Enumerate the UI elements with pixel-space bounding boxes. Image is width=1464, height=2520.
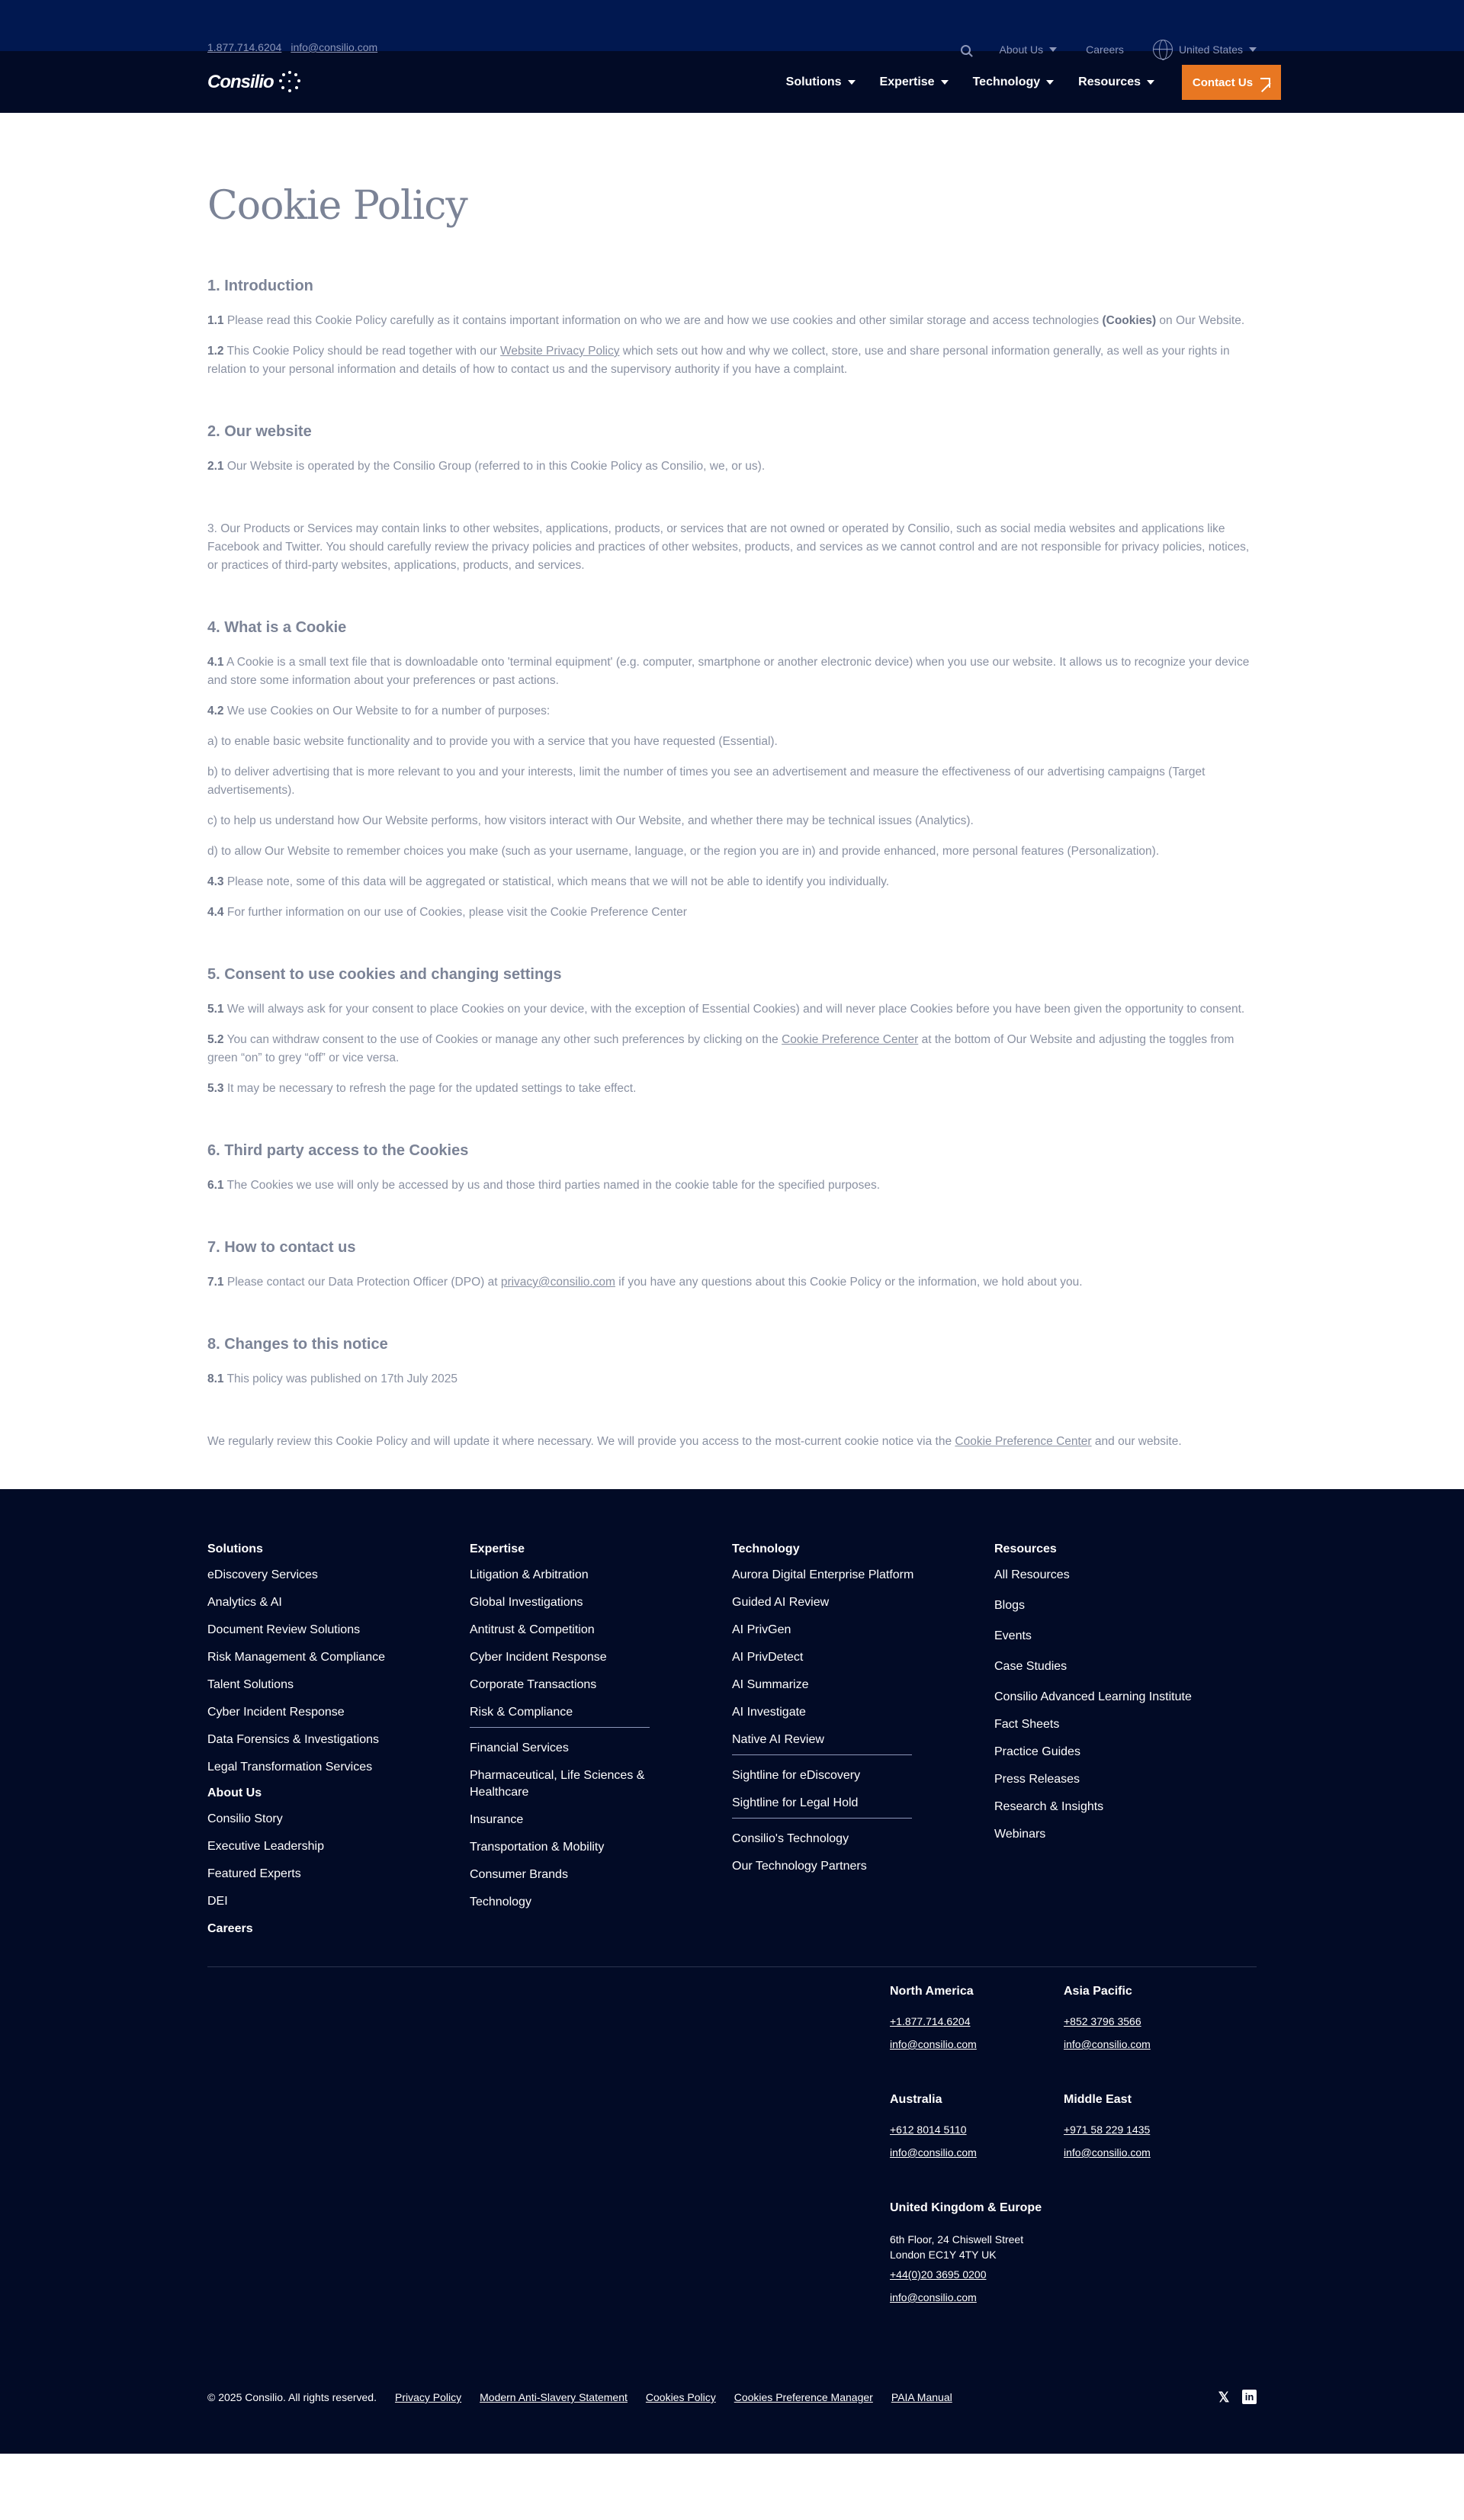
clause-text: Our Website is operated by the Consilio Group (referred to in this Cookie Policy as Consilio, we, or us). <box>223 460 766 473</box>
footer-link[interactable]: Featured Experts <box>207 1867 301 1880</box>
nav-expertise[interactable] <box>880 75 949 89</box>
footer-legal-bar <box>0 2391 1464 2403</box>
chevron-down-icon <box>1147 80 1154 85</box>
footer-heading[interactable]: Technology <box>732 1542 800 1555</box>
office-locations <box>890 1985 1257 2366</box>
section-our-website <box>207 423 1257 476</box>
consilio-logo[interactable] <box>207 71 301 94</box>
paragraph <box>207 1080 1257 1098</box>
clause-number: 1.2 <box>207 345 224 358</box>
chevron-down-icon <box>941 80 949 85</box>
section-introduction <box>207 278 1257 379</box>
footer-link[interactable]: Talent Solutions <box>207 1678 294 1691</box>
nav-technology[interactable] <box>973 75 1055 89</box>
footer-link[interactable]: Corporate Transactions <box>470 1678 597 1691</box>
paragraph <box>207 312 1257 330</box>
clause-text: We will always ask for your consent to place Cookies on your device, with the exception of Essential Cookies) and will never place Cookies before you have been given the opportunity to consent. <box>223 1003 1245 1016</box>
footer-link[interactable]: Consumer Brands <box>470 1868 568 1881</box>
office-address-line: London EC1Y 4TY UK <box>890 2249 997 2261</box>
clause-number: 4.1 <box>207 656 224 669</box>
copyright: © 2025 Consilio. All rights reserved. <box>207 2391 377 2403</box>
legal-link[interactable]: Modern Anti-Slavery Statement <box>480 2391 628 2403</box>
paragraph: 3. Our Products or Services may contain links to other websites, applications, products, or services that are not owned or operated by Consilio, such as social media websites and applications like Facebook and Twitter. You should carefully review the privacy policies and practices of other websites, products, and services as we cannot control and are not responsible for privacy policies, notices, or practices of third-party websites, applications, products, and services. <box>207 522 1250 572</box>
footer-link[interactable]: Blogs <box>994 1599 1026 1612</box>
footer-link[interactable]: Document Review Solutions <box>207 1623 361 1636</box>
page-title: Cookie Policy <box>207 183 467 229</box>
section-changes <box>207 1336 1257 1388</box>
section-consent <box>207 966 1257 1098</box>
section-what-is-cookie <box>207 619 1257 922</box>
clause-text: You can withdraw consent to the use of Cookies or manage any other such preferences by clicking on the <box>223 1033 782 1046</box>
section-third-party-access <box>207 1142 1257 1195</box>
footer-link[interactable]: Fact Sheets <box>994 1718 1060 1731</box>
careers-link[interactable]: Careers <box>1086 43 1124 56</box>
paragraph <box>207 1000 1257 1019</box>
social-links <box>1216 2390 1257 2405</box>
legal-link[interactable]: Cookies Policy <box>645 2391 716 2403</box>
footer-link[interactable]: AI PrivGen <box>732 1623 791 1636</box>
logo-wordmark: Consilio <box>207 72 274 92</box>
footer-link[interactable]: Sightline for eDiscovery <box>732 1769 861 1782</box>
clause-number: 5.3 <box>207 1082 224 1095</box>
main-nav <box>0 51 1464 113</box>
footer-link[interactable]: Pharmaceutical, Life Sciences & Healthcare <box>470 1769 645 1799</box>
footer-link[interactable]: Risk & Compliance <box>470 1706 573 1719</box>
footer-divider <box>732 1754 912 1755</box>
region-label: United States <box>1178 43 1243 56</box>
office-heading: United Kingdom & Europe <box>890 2201 1042 2214</box>
office-email-link[interactable]: info@consilio.com <box>1064 2146 1151 2159</box>
section-heading: 6. Third party access to the Cookies <box>207 1142 469 1159</box>
footer-link[interactable]: AI Investigate <box>732 1706 806 1719</box>
clause-number: 2.1 <box>207 460 224 473</box>
footer-col-solutions <box>207 1542 470 1954</box>
cookie-preference-center-link[interactable]: Cookie Preference Center <box>782 1033 919 1046</box>
footer-link[interactable]: Legal Transformation Services <box>207 1761 373 1774</box>
paragraph <box>207 904 1257 922</box>
clause-text: We use Cookies on Our Website to for a number of purposes: <box>223 705 551 717</box>
linkedin-icon[interactable]: in <box>1242 2390 1257 2404</box>
footer-link[interactable]: Consilio's Technology <box>732 1832 849 1845</box>
primary-nav <box>786 65 1257 100</box>
office-phone-link[interactable]: +971 58 229 1435 <box>1064 2124 1151 2136</box>
footer-link[interactable]: AI Summarize <box>732 1678 809 1691</box>
footer-link[interactable]: Practice Guides <box>994 1745 1080 1758</box>
footer-heading[interactable]: Expertise <box>470 1542 525 1555</box>
nav-solutions[interactable] <box>786 75 856 89</box>
paragraph <box>207 1370 1257 1388</box>
email-link[interactable]: info@consilio.com <box>291 41 378 53</box>
clause-text: Please note, some of this data will be aggregated or statistical, which means that we will not be able to identify you individually. <box>223 875 890 888</box>
legal-link[interactable]: PAIA Manual <box>891 2391 952 2403</box>
section-heading: 2. Our website <box>207 423 312 440</box>
clause-text: It may be necessary to refresh the page for the updated settings to take effect. <box>223 1082 637 1095</box>
office-phone-link[interactable]: +852 3796 3566 <box>1064 2015 1141 2027</box>
footer-link[interactable]: Case Studies <box>994 1660 1068 1673</box>
footer-col-technology <box>732 1542 994 1954</box>
section-heading: 4. What is a Cookie <box>207 619 347 636</box>
section-contact-us <box>207 1239 1257 1292</box>
arrow-up-right-icon <box>1260 78 1270 88</box>
about-us-label: About Us <box>999 43 1044 56</box>
footer-link[interactable]: Sightline for Legal Hold <box>732 1796 859 1809</box>
clause-number: 1.1 <box>207 314 224 327</box>
footer-link[interactable]: eDiscovery Services <box>207 1568 318 1581</box>
footer-link[interactable]: Native AI Review <box>732 1733 824 1746</box>
footer-link[interactable]: Webinars <box>994 1828 1046 1841</box>
paragraph <box>207 1433 1257 1451</box>
footer-divider <box>470 1727 650 1728</box>
nav-technology-label: Technology <box>972 75 1041 88</box>
clause-number: 4.3 <box>207 875 224 888</box>
office-middle-east <box>1064 2093 1151 2169</box>
list-item: d) to allow Our Website to remember choices you make (such as your username, language, or the region you are in) and provide enhanced, more personal features (Personalization). <box>207 845 1160 858</box>
footer-link[interactable]: Our Technology Partners <box>732 1860 867 1873</box>
footer-link[interactable]: Executive Leadership <box>207 1840 324 1853</box>
office-australia <box>890 2093 977 2169</box>
office-phone-link[interactable]: +612 8014 5110 <box>890 2124 967 2136</box>
privacy-policy-link[interactable]: Website Privacy Policy <box>500 345 620 358</box>
utility-bar <box>0 0 1464 56</box>
logo-burst-icon <box>278 71 301 94</box>
footer-link[interactable]: Financial Services <box>470 1742 569 1754</box>
office-email-link[interactable]: info@consilio.com <box>890 2038 977 2050</box>
clause-text: Please read this Cookie Policy carefully as it contains important information on who we are and how we use cookies and other similar storage and access technologies <box>223 314 1103 327</box>
footer-link[interactable]: All Resources <box>994 1568 1070 1581</box>
office-heading: Middle East <box>1064 2093 1132 2106</box>
footer-link[interactable]: Antitrust & Competition <box>470 1623 595 1636</box>
contact-us-label: Contact Us <box>1192 75 1254 89</box>
cookie-preference-center-link[interactable]: Cookie Preference Center <box>955 1435 1092 1448</box>
office-address-line: 6th Floor, 24 Chiswell Street <box>890 2233 1024 2246</box>
defined-term: (Cookies) <box>1102 314 1157 327</box>
office-uk-europe <box>890 2201 1042 2314</box>
footer-link[interactable]: Events <box>994 1629 1032 1642</box>
footer-link[interactable]: AI PrivDetect <box>732 1651 804 1664</box>
footer-link[interactable]: Data Forensics & Investigations <box>207 1733 379 1746</box>
x-icon[interactable]: 𝕏 <box>1218 2389 1230 2405</box>
clause-number: 6.1 <box>207 1179 224 1192</box>
office-heading: North America <box>890 1985 974 1998</box>
paragraph <box>207 1177 1257 1195</box>
section-heading: 5. Consent to use cookies and changing settings <box>207 966 562 983</box>
footer-link[interactable]: DEI <box>207 1895 228 1908</box>
footer-link[interactable]: Risk Management & Compliance <box>207 1651 385 1664</box>
footer-link[interactable]: Cyber Incident Response <box>207 1706 345 1719</box>
clause-text: This policy was published on 17th July 2025 <box>223 1372 458 1385</box>
clause-text: A Cookie is a small text file that is downloadable onto 'terminal equipment' (e.g. computer, smartphone or another electronic device) when you use our website. It allows us to recognize your device and store some information about your preferences or past actions. <box>207 656 1250 687</box>
clause-text: at the bottom of Our Website and adjusting the toggles from green “on” to grey “off” or vice versa. <box>207 1033 1234 1064</box>
footer-link[interactable]: Litigation & Arbitration <box>470 1568 589 1581</box>
chevron-down-icon <box>848 80 856 85</box>
office-email-link[interactable]: info@consilio.com <box>890 2146 977 2159</box>
office-heading: Australia <box>890 2093 942 2106</box>
chevron-down-icon <box>1046 80 1054 85</box>
closing-text: and our website. <box>1091 1435 1182 1448</box>
contact-us-button[interactable] <box>1182 65 1281 100</box>
clause-text: The Cookies we use will only be accessed by us and those third parties named in the cookie table for the specified purposes. <box>223 1179 881 1192</box>
paragraph <box>207 1031 1257 1067</box>
clause-text: which sets out how and why we collect, store, use and share personal information generally, as well as your rights in relation to your personal information and details of how to contact us and the supervisory authority if you have a complaint. <box>207 345 1230 376</box>
footer-link[interactable]: Consilio Story <box>207 1812 283 1825</box>
section-heading: 7. How to contact us <box>207 1239 356 1256</box>
clause-number: 8.1 <box>207 1372 224 1385</box>
footer-col-resources <box>994 1542 1257 1954</box>
footer-heading[interactable]: About Us <box>207 1786 262 1799</box>
cookie-policy-content <box>207 113 1257 1489</box>
site-footer <box>0 1489 1464 2454</box>
nav-expertise-label: Expertise <box>879 75 935 88</box>
clause-number: 5.2 <box>207 1033 224 1046</box>
site-header <box>0 0 1464 113</box>
clause-number: 4.2 <box>207 705 224 717</box>
list-item: a) to enable basic website functionality and to provide you with a service that you have requested (Essential). <box>207 735 778 748</box>
paragraph <box>207 653 1257 690</box>
paragraph <box>207 702 1257 721</box>
footer-link[interactable]: Consilio Advanced Learning Institute <box>994 1690 1192 1703</box>
clause-text: on Our Website. <box>1156 314 1245 327</box>
footer-divider <box>207 1966 1257 1967</box>
footer-careers-link[interactable]: Careers <box>207 1922 253 1935</box>
footer-link[interactable]: Cyber Incident Response <box>470 1651 607 1664</box>
office-email-link[interactable]: info@consilio.com <box>1064 2038 1151 2050</box>
nav-resources[interactable] <box>1078 75 1154 89</box>
closing-text: We regularly review this Cookie Policy and will update it where necessary. We will provide you access to the most-current cookie notice via the <box>207 1435 955 1448</box>
office-email-link[interactable]: info@consilio.com <box>890 2291 977 2303</box>
footer-heading[interactable]: Resources <box>994 1542 1057 1555</box>
footer-link[interactable]: Insurance <box>470 1813 524 1826</box>
nav-resources-label: Resources <box>1078 75 1141 88</box>
clause-text: This Cookie Policy should be read together with our <box>223 345 501 358</box>
section-heading: 8. Changes to this notice <box>207 1336 388 1353</box>
office-heading: Asia Pacific <box>1064 1985 1132 1998</box>
footer-link[interactable]: Analytics & AI <box>207 1596 282 1609</box>
clause-number: 7.1 <box>207 1276 224 1289</box>
footer-link[interactable]: Research & Insights <box>994 1800 1104 1813</box>
clause-text: For further information on our use of Cookies, please visit the Cookie Preference Center <box>223 906 687 919</box>
paragraph <box>207 1273 1257 1292</box>
paragraph <box>207 457 1257 476</box>
closing-note <box>207 1433 1257 1451</box>
legal-link[interactable]: Cookies Preference Manager <box>734 2391 873 2403</box>
footer-link[interactable]: Global Investigations <box>470 1596 583 1609</box>
footer-link[interactable]: Technology <box>470 1896 531 1908</box>
phone-link[interactable]: 1.877.714.6204 <box>207 41 282 53</box>
clause-number: 5.1 <box>207 1003 224 1016</box>
clause-text: if you have any questions about this Cookie Policy or the information, we hold about you. <box>615 1276 1083 1289</box>
clause-number: 4.4 <box>207 906 224 919</box>
legal-link[interactable]: Privacy Policy <box>394 2391 462 2403</box>
office-phone-link[interactable]: +1.877.714.6204 <box>890 2015 971 2027</box>
office-north-america <box>890 1985 977 2061</box>
footer-heading[interactable]: Solutions <box>207 1542 263 1555</box>
footer-divider <box>732 1818 912 1819</box>
paragraph <box>207 342 1257 379</box>
paragraph <box>207 873 1257 891</box>
footer-col-expertise <box>470 1542 732 1954</box>
privacy-email-link[interactable]: privacy@consilio.com <box>500 1276 615 1289</box>
list-item: b) to deliver advertising that is more relevant to you and your interests, limit the number of times you see an advertisement and measure the effectiveness of our advertising campaigns (Target advertisements). <box>207 766 1206 797</box>
footer-columns <box>207 1542 1257 1954</box>
footer-link[interactable]: Guided AI Review <box>732 1596 830 1609</box>
footer-link[interactable]: Press Releases <box>994 1773 1080 1786</box>
footer-link[interactable]: Aurora Digital Enterprise Platform <box>732 1568 914 1581</box>
section-heading: 1. Introduction <box>207 278 313 294</box>
office-asia-pacific <box>1064 1985 1151 2061</box>
clause-text: Please contact our Data Protection Officer (DPO) at <box>223 1276 501 1289</box>
list-item: c) to help us understand how Our Website performs, how visitors interact with Our Website, and whether there may be technical issues (Analytics). <box>207 814 974 827</box>
section-third-party-links <box>207 520 1257 575</box>
nav-solutions-label: Solutions <box>785 75 842 88</box>
footer-link[interactable]: Transportation & Mobility <box>470 1841 605 1854</box>
office-phone-link[interactable]: +44(0)20 3695 0200 <box>890 2268 987 2281</box>
